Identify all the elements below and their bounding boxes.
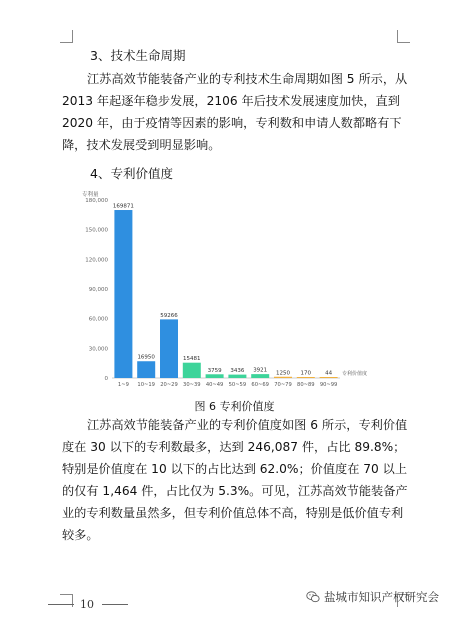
- bar: [183, 363, 201, 378]
- y-tick-label: 180,000: [85, 198, 108, 204]
- bar: [297, 377, 315, 378]
- y-tick-label: 60,000: [88, 316, 108, 323]
- section-heading-patent-value: 4、专利价值度: [90, 166, 173, 181]
- bar: [160, 319, 178, 378]
- y-tick-label: 150,000: [85, 227, 108, 234]
- y-tick-label: 30,000: [88, 346, 108, 353]
- data-label: 3921: [253, 367, 268, 374]
- data-label: 170: [300, 370, 312, 377]
- crop-mark-top-right: [397, 30, 410, 43]
- y-tick-label: 0: [104, 376, 108, 382]
- x-axis-label: 专利价值度: [342, 371, 368, 377]
- y-axis-label: 专利量: [82, 192, 99, 198]
- bar: [114, 210, 132, 378]
- page-number: 10: [80, 598, 94, 611]
- wechat-account-name: 盐城市知识产权研究会: [324, 590, 439, 604]
- x-tick-label: 40~49: [205, 382, 224, 388]
- figure-caption: 图 6 专利价值度: [194, 400, 275, 413]
- data-label: 169871: [112, 203, 134, 210]
- x-tick-label: 90~99: [319, 382, 338, 388]
- footer-rule-right: [102, 604, 128, 605]
- y-tick-label: 120,000: [85, 257, 108, 264]
- data-label: 1250: [276, 370, 290, 377]
- footer-rule-left: [48, 604, 74, 605]
- wechat-icon: [306, 590, 320, 604]
- bar: [137, 361, 155, 378]
- section-heading-lifecycle: 3、技术生命周期: [90, 48, 186, 63]
- bar: [320, 377, 338, 378]
- x-tick-label: 1~9: [117, 382, 129, 388]
- x-tick-label: 80~89: [297, 382, 315, 388]
- bar: [274, 377, 292, 378]
- y-tick-label: 90,000: [88, 287, 108, 293]
- data-label: 16950: [137, 354, 155, 361]
- data-label: 3436: [230, 368, 245, 375]
- x-tick-label: 60~69: [251, 382, 269, 388]
- bar: [206, 374, 224, 378]
- data-label: 44: [325, 370, 333, 377]
- x-tick-label: 20~29: [160, 382, 178, 388]
- bar: [251, 374, 269, 378]
- wechat-account-watermark: [306, 589, 439, 605]
- paragraph-patent-value: 江苏高效节能装备产业的专利价值度如图 6 所示，专利价值度在 30 以下的专利数最多，达到 246,087 件，占比 89.8%；特别是价值度在 10 以下的占比达到 62.0%；价值度在 70 以上的仅有 1,464 件，占比仅为 5.3%。可见，江苏高效节能装备产业的专利数量虽然多，但专利价值总体不高，特别是低价值专利较多。: [62, 418, 408, 542]
- x-tick-label: 70~79: [274, 382, 292, 388]
- crop-mark-bottom-left: [60, 594, 73, 607]
- paragraph-lifecycle: 江苏高效节能装备产业的专利技术生命周期如图 5 所示，从 2013 年起逐年稳步发展，2106 年后技术发展速度加快，直到 2020 年，由于疫情等因素的影响，专利数和申请人数都略有下降，技术发展受到明显影响。: [62, 72, 408, 152]
- crop-mark-top-left: [60, 30, 73, 43]
- data-label: 15481: [183, 356, 201, 363]
- patent-value-bar-chart: [72, 186, 372, 394]
- x-tick-label: 50~59: [228, 382, 247, 388]
- bar: [228, 375, 246, 378]
- x-tick-label: 10~19: [137, 382, 155, 388]
- x-tick-label: 30~39: [183, 382, 201, 388]
- data-label: 3759: [207, 367, 222, 374]
- data-label: 59266: [160, 312, 178, 319]
